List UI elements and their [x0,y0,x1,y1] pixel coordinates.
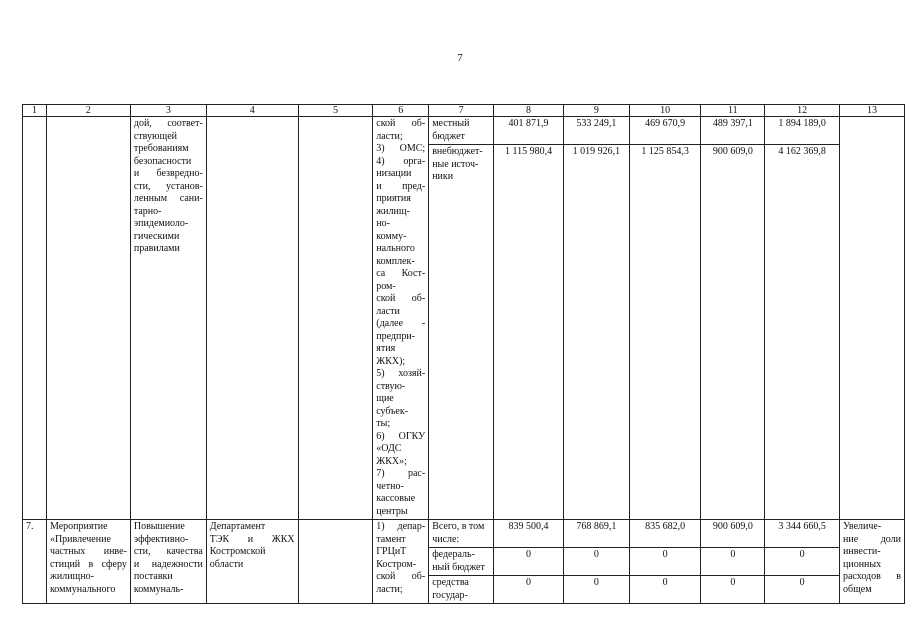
value-cell: 0 [629,548,701,576]
cell-text-line: области [209,558,244,570]
cell-text-line: 1) депар- [376,521,426,532]
measure-name-cell [46,520,130,604]
header-cell: 1 [23,105,47,117]
table-row [23,117,905,145]
cell-text-line: (далее - [376,318,426,329]
cell-text-line: ской об- [376,571,426,582]
cell-text-line: общем [842,583,872,595]
header-cell: 4 [206,105,298,117]
responsible-cell [206,520,298,604]
cell-text-line: ный бюджет [432,561,485,573]
value-cell: 0 [629,576,701,604]
cell-text-line: ЖКХ); [376,355,406,367]
cell-text-line: Повышение [133,521,185,532]
value-cell: 1 125 854,3 [629,145,701,520]
cell-text-line: тамент [376,533,406,545]
header-row [23,105,905,117]
cell-text-line: кассовые [376,493,416,504]
funding-source-local [429,117,494,145]
value-cell: 1 894 189,0 [765,117,840,145]
value-cell: 401 871,9 [494,117,564,145]
header-cell: 12 [765,105,840,117]
cell-text-line: безопасности [133,155,192,167]
cell-text-line: ты; [376,418,391,429]
cell-text-line: предпри- [376,330,416,342]
cell-text-line: поставки [133,571,173,582]
program-table [22,104,905,604]
cont-col2 [46,117,130,520]
cell-text-line: эффективно- [133,533,189,545]
cell-text-line: и надежности [133,558,203,570]
header-cell: 5 [298,105,373,117]
cell-text-line: сти, установ- [133,180,203,192]
measure-participants-cell [373,520,429,604]
value-cell: 0 [701,576,765,604]
cell-text-line: внебюджет- [432,146,483,158]
cell-text-line: дой, соответ- [133,118,203,129]
table-row [23,520,905,548]
header-cell: 2 [46,105,130,117]
cell-text-line: гическими [133,230,180,242]
cell-text-line: тарно- [133,205,162,217]
cell-text-line: сти, качества [133,546,203,557]
header-cell: 9 [563,105,629,117]
cell-text-line: правилами [133,243,180,254]
value-cell: 0 [563,548,629,576]
cont-col1 [23,117,47,520]
cell-text-line: коммуналь- [133,583,184,595]
value-cell: 0 [765,576,840,604]
value-cell: 900 609,0 [701,520,765,548]
cell-text-line: эпидемиоло- [133,218,189,229]
header-cell: 3 [130,105,206,117]
cell-text-line: ЖКХ»; [376,455,407,467]
cell-text-line: ГРЦиТ [376,546,407,557]
cell-text-line: 7) рас- [376,468,426,479]
cell-text-line: расходов в [842,571,901,582]
cont-col4 [206,117,298,520]
cell-text-line: щие [376,393,394,404]
cell-text-line: Мероприятие [49,521,108,532]
cell-text-line: Всего, в том [432,521,485,532]
value-cell: 489 397,1 [701,117,765,145]
value-cell: 533 249,1 [563,117,629,145]
cell-text-line: ятия [376,343,396,354]
cell-text-line: комплек- [376,255,415,267]
value-cell: 469 670,9 [629,117,701,145]
cell-text-line: федераль- [432,549,475,560]
cell-text-line: ской об- [376,118,426,129]
cell-text-line: ленным сани- [133,193,203,204]
header-cell: 7 [429,105,494,117]
cell-text-line: Увеличе- [842,521,882,532]
cell-text-line: ционных [842,558,882,570]
cell-text-line: низации [376,168,412,179]
cell-text-line: ствую- [376,380,406,392]
cell-text-line: ние доли [842,533,901,545]
cell-text-line: 3) ОМС; [376,143,426,154]
cell-text-line: средства [432,577,469,588]
value-cell: 900 609,0 [701,145,765,520]
cell-text-line: «Привлечение [49,533,111,545]
cell-text-line: 6) ОГКУ [376,430,426,442]
cell-text-line: ствующей [133,130,178,142]
cell-text-line: ТЭК и ЖКХ [209,533,295,545]
cell-text-line: государ- [432,589,468,601]
item-number: 7. [23,520,47,604]
cell-text-line: Костром- [376,558,417,570]
cell-text-line: Департамент [209,521,266,532]
value-cell: 768 869,1 [563,520,629,548]
cell-text-line: 5) хозяй- [376,368,426,379]
cell-text-line: ской об- [376,293,426,304]
cell-text-line: инвести- [842,546,881,557]
measure-goal-cell [130,520,206,604]
value-cell: 0 [494,576,564,604]
page-number: 7 [457,52,463,64]
cell-text-line: стиций в сферу [49,558,127,570]
funding-source-total [429,520,494,548]
header-cell: 13 [839,105,904,117]
cell-text-line: бюджет [432,130,465,142]
header-cell: 10 [629,105,701,117]
cell-text-line: нального [376,243,415,254]
expected-result-cell [839,520,904,604]
cell-text-line: ласти; [376,583,403,595]
value-cell: 1 115 980,4 [494,145,564,520]
value-cell: 0 [765,548,840,576]
value-cell: 4 162 369,8 [765,145,840,520]
cont-col5 [298,117,373,520]
value-cell: 3 344 660,5 [765,520,840,548]
cell-text-line: но- [376,218,390,229]
header-cell: 8 [494,105,564,117]
cell-text-line: са Кост- [376,268,426,279]
cell-text-line: числе: [432,533,460,545]
header-cell: 6 [373,105,429,117]
cell-text-line: ласти; [376,130,403,142]
cont-participants-cell [373,117,429,520]
value-cell: 835 682,0 [629,520,701,548]
cell-text-line: ные источ- [432,158,479,170]
cell-text-line: «ОДС [376,443,402,454]
cell-text-line: и безвредно- [133,168,203,179]
value-cell: 839 500,4 [494,520,564,548]
cell-text-line: жилищно- [49,571,94,582]
funding-source-federal [429,548,494,576]
cont-col13 [839,117,904,520]
value-cell: 1 019 926,1 [563,145,629,520]
cell-text-line: центры [376,505,408,517]
cell-text-line: ласти [376,305,400,317]
cell-text-line: требованиям [133,143,189,154]
cell-text-line: ники [432,171,454,183]
cell-text-line: частных инве- [49,546,127,557]
cell-text-line: местный [432,118,470,129]
value-cell: 0 [563,576,629,604]
cell-text-line: ром- [376,280,396,292]
value-cell: 0 [494,548,564,576]
cell-text-line: четно- [376,480,404,492]
cell-text-line: коммунального [49,583,116,595]
header-cell: 11 [701,105,765,117]
measure-col5 [298,520,373,604]
cell-text-line: комму- [376,230,407,242]
cell-text-line: 4) орга- [376,155,426,167]
funding-source-state [429,576,494,604]
cont-goal-cell [130,117,206,520]
cell-text-line: Костромской [209,546,266,557]
cell-text-line: субъек- [376,405,409,417]
cell-text-line: приятия [376,193,411,204]
cell-text-line: жилищ- [376,205,410,217]
value-cell: 0 [701,548,765,576]
funding-source-offbudget [429,145,494,520]
cell-text-line: и пред- [376,180,426,192]
